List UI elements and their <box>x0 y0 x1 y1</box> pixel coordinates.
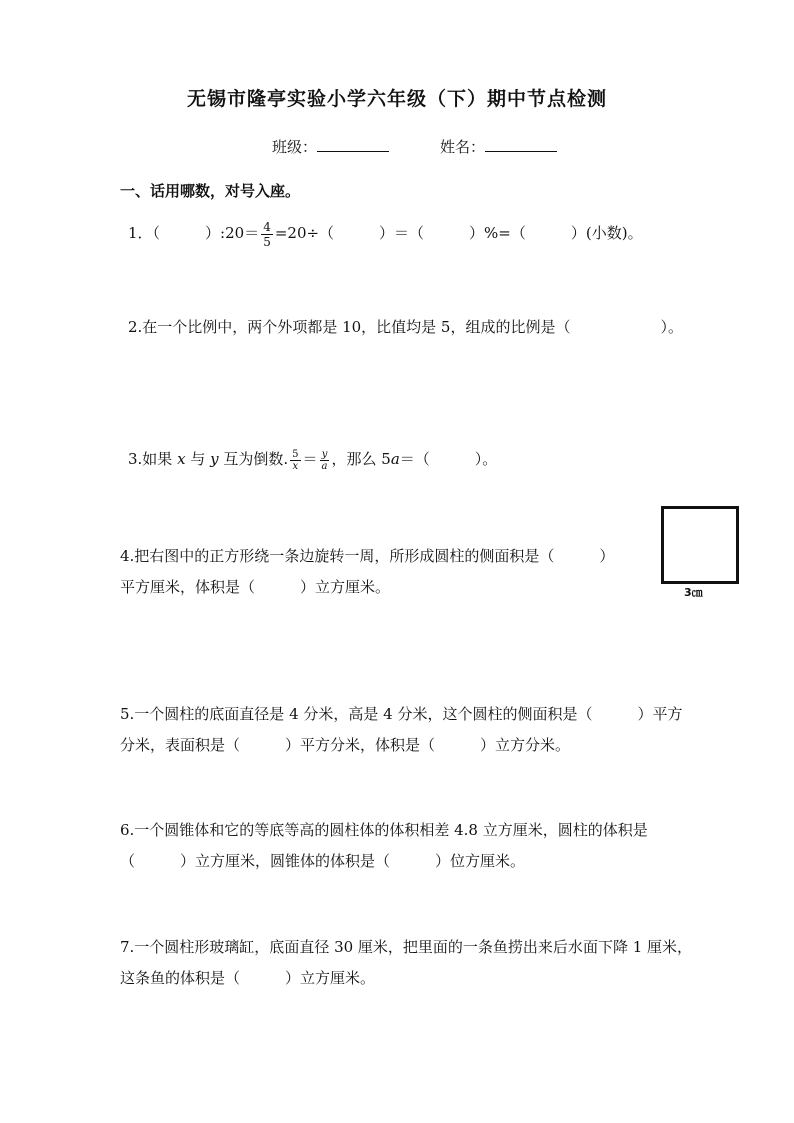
q3-var-y: y <box>210 450 219 468</box>
question-7-line-1: 7.一个圆柱形玻璃缸，底面直径 30 厘米，把里面的一条鱼捞出来后水面下降 1 厘米， <box>120 938 693 956</box>
section-heading: 一、话用哪数，对号入座。 <box>120 182 301 200</box>
question-4-line-1: 4.把右图中的正方形绕一条边旋转一周，所形成圆柱的侧面积是（ ） <box>120 547 615 565</box>
q3-f2-denominator: a <box>321 460 328 472</box>
name-label: 姓名： <box>440 138 486 156</box>
question-7-line-2: 这条鱼的体积是（ ）立方厘米。 <box>120 969 376 987</box>
page-title: 无锡市隆亭实验小学六年级（下）期中节点检测 <box>186 88 607 110</box>
question-1 <box>128 218 643 249</box>
q3-text-3: 互为倒数. <box>218 450 289 468</box>
q3-text-1: 3.如果 <box>128 450 178 468</box>
question-6-line-2: （ ）立方厘米，圆锥体的体积是（ ）位方厘米。 <box>120 852 526 870</box>
square-side-label: 3㎝ <box>684 586 703 599</box>
question-2: 2.在一个比例中，两个外项都是 10，比值均是 5，组成的比例是（ ）。 <box>128 318 683 336</box>
q1-frac-numerator: 4 <box>263 219 271 234</box>
q1-frac-denominator: 5 <box>263 234 271 249</box>
question-6-line-1: 6.一个圆锥体和它的等底等高的圆柱体的体积相差 4.8 立方厘米，圆柱的体积是 <box>120 821 648 839</box>
class-field <box>272 136 389 157</box>
q3-f1-denominator: x <box>292 460 299 472</box>
name-field <box>440 136 557 157</box>
question-5-line-1: 5.一个圆柱的底面直径是 4 分米，高是 4 分米，这个圆柱的侧面积是（ ）平方 <box>120 705 683 723</box>
q1-fraction <box>261 220 273 249</box>
q3-var-a: a <box>390 450 400 468</box>
question-3 <box>128 444 497 475</box>
name-blank[interactable] <box>485 136 557 152</box>
q1-text-end: =20÷（ ）＝（ ）%=（ ）(小数)。 <box>274 224 643 242</box>
q3-fraction-2 <box>320 449 330 472</box>
q3-f1-numerator: 5 <box>292 448 299 460</box>
q3-fraction-1 <box>290 449 300 472</box>
q3-var-x: x <box>177 450 186 468</box>
q1-text-start: 1．（ ）:20＝ <box>128 224 260 242</box>
q3-text-5: ＝（ ）。 <box>399 450 498 468</box>
question-5-line-2: 分米，表面积是（ ）平方分米，体积是（ ）立方分米。 <box>120 736 571 754</box>
q3-f2-numerator: y <box>321 448 328 460</box>
question-4-line-2: 平方厘米，体积是（ ）立方厘米。 <box>120 578 391 596</box>
square-figure <box>661 506 739 584</box>
q3-equals: ＝ <box>302 450 318 468</box>
q3-text-2: 与 <box>185 450 211 468</box>
class-label: 班级： <box>272 138 318 156</box>
class-blank[interactable] <box>317 136 389 152</box>
q3-text-4: ，那么 5 <box>331 450 391 468</box>
